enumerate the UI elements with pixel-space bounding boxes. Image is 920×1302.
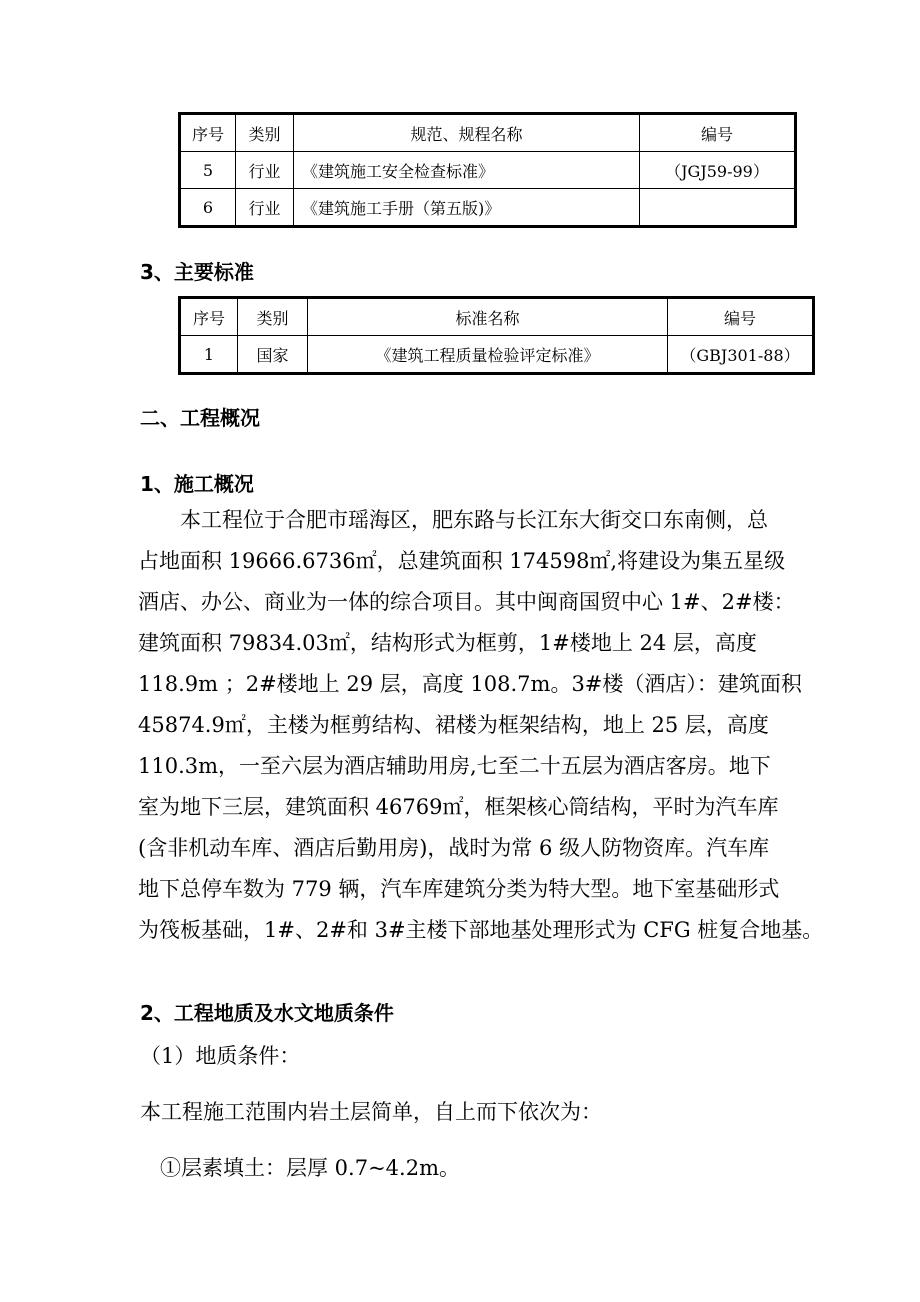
paragraph-line: 占地面积 19666.6736㎡，总建筑面积 174598㎡,将建设为集五星级 — [138, 549, 786, 573]
soil-layer-item: ①层素填土：层厚 0.7~4.2m。 — [160, 1156, 460, 1180]
subsection-heading: 2、工程地质及水文地质条件 — [140, 1001, 394, 1025]
paragraph-line: 酒店、办公、商业为一体的综合项目。其中闽商国贸中心 1#、2#楼： — [138, 590, 795, 614]
header-cell: 编号 — [640, 114, 796, 152]
overview-paragraph — [138, 500, 824, 951]
subsection-heading: 1、施工概况 — [140, 472, 254, 496]
header-cell: 编号 — [668, 298, 814, 336]
table-cell: （JGJ59-99） — [640, 152, 796, 189]
paragraph-line: 118.9m ；2#楼地上 29 层，高度 108.7m。3#楼（酒店）：建筑面积 — [138, 672, 802, 696]
chapter-heading: 二、工程概况 — [140, 406, 260, 430]
table-cell: 《建筑施工手册（第五版)》 — [294, 189, 640, 227]
header-cell: 序号 — [180, 114, 236, 152]
geology-item-label: （1）地质条件： — [140, 1044, 301, 1068]
table-cell: 1 — [180, 336, 238, 374]
paragraph-line: 建筑面积 79834.03㎡，结构形式为框剪，1#楼地上 24 层，高度 — [138, 631, 757, 655]
paragraph-line: 110.3m，一至六层为酒店辅助用房,七至二十五层为酒店客房。地下 — [138, 754, 771, 778]
standards-table-1 — [178, 112, 797, 228]
table-cell — [640, 189, 796, 227]
header-cell: 序号 — [180, 298, 238, 336]
paragraph-line: (含非机动车库、酒店后勤用房)，战时为常 6 级人防物资库。汽车库 — [138, 836, 770, 860]
table-cell: 6 — [180, 189, 236, 227]
table-row — [180, 189, 796, 227]
header-cell: 类别 — [236, 114, 294, 152]
standards-table-2 — [178, 296, 815, 375]
section-heading: 3、主要标准 — [140, 260, 254, 284]
table-row — [180, 336, 814, 374]
geology-intro: 本工程施工范围内岩土层简单，自上而下依次为： — [140, 1100, 602, 1124]
paragraph-line: 为筏板基础，1#、2#和 3#主楼下部地基处理形式为 CFG 桩复合地基。 — [138, 918, 824, 942]
header-cell: 规范、规程名称 — [294, 114, 640, 152]
table-cell: 《建筑施工安全检查标准》 — [294, 152, 640, 189]
table-cell: （GBJ301-88） — [668, 336, 814, 374]
table-row — [180, 152, 796, 189]
table-cell: 5 — [180, 152, 236, 189]
paragraph-line: 本工程位于合肥市瑶海区，肥东路与长江东大街交口东南侧，总 — [138, 508, 768, 532]
table-header-row — [180, 114, 796, 152]
header-cell: 标准名称 — [308, 298, 668, 336]
table-cell: 国家 — [238, 336, 308, 374]
paragraph-line: 室为地下三层，建筑面积 46769㎡，框架核心筒结构，平时为汽车库 — [138, 795, 779, 819]
table-cell: 行业 — [236, 152, 294, 189]
table-header-row — [180, 298, 814, 336]
paragraph-line: 45874.9㎡，主楼为框剪结构、裙楼为框架结构，地上 25 层，高度 — [138, 713, 769, 737]
table-cell: 行业 — [236, 189, 294, 227]
table-cell: 《建筑工程质量检验评定标准》 — [308, 336, 668, 374]
paragraph-line: 地下总停车数为 779 辆，汽车库建筑分类为特大型。地下室基础形式 — [138, 877, 780, 901]
header-cell: 类别 — [238, 298, 308, 336]
